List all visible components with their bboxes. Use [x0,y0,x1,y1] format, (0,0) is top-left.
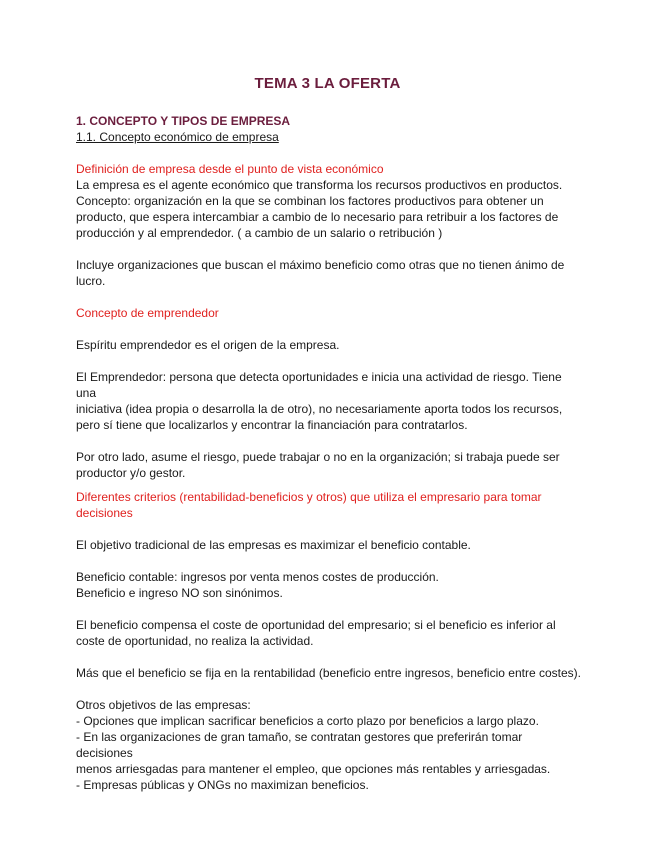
list-item: - Empresas públicas y ONGs no maximizan beneficios. [76,778,369,792]
paragraph-line: Incluye organizaciones que buscan el máximo beneficio como otras que no tienen ánimo de [76,258,565,272]
entrepreneur-heading: Concepto de emprendedor [76,306,219,320]
paragraph-line: Beneficio contable: ingresos por venta menos costes de producción. [76,570,439,584]
paragraph-line: La empresa es el agente económico que transforma los recursos productivos en productos. [76,178,563,192]
page-title: TEMA 3 LA OFERTA [254,75,401,92]
paragraph-line: Más que el beneficio se fija en la rentabilidad (beneficio entre ingresos, beneficio entre costes). [76,666,581,680]
paragraph-line: coste de oportunidad, no realiza la actividad. [76,634,314,648]
paragraph-line: Concepto: organización en la que se combinan los factores productivos para obtener un [76,194,544,208]
paragraph-line: producto, que espera intercambiar a cambio de lo necesario para retribuir a los factores de [76,210,559,224]
list-item-continuation: menos arriesgadas para mantener el empleo, que opciones más rentables y arriesgadas. [76,762,551,776]
section-heading: 1. CONCEPTO Y TIPOS DE EMPRESA [76,114,291,128]
paragraph-line: Beneficio e ingreso NO son sinónimos. [76,586,283,600]
paragraph-line: pero sí tiene que localizarlos y encontrar la financiación para contratarlos. [76,418,468,432]
paragraph-line: Por otro lado, asume el riesgo, puede trabajar o no en la organización; si trabaja puede ser [76,450,560,464]
paragraph-line: producción y al emprendedor. ( a cambio de un salario o retribución ) [76,226,443,240]
paragraph-line: El Emprendedor: persona que detecta oportunidades e inicia una actividad de riesgo. Tiene una [76,370,562,400]
criteria-heading-line: Diferentes criterios (rentabilidad-beneficios y otros) que utiliza el empresario para tomar [76,490,542,504]
definition-heading: Definición de empresa desde el punto de vista económico [76,162,384,176]
document-body [76,113,581,793]
list-item: - Opciones que implican sacrificar beneficios a corto plazo por beneficios a largo plazo. [76,714,539,728]
paragraph-line: iniciativa (idea propia o desarrolla la de otro), no necesariamente aporta todos los recursos, [76,402,563,416]
list-item: - En las organizaciones de gran tamaño, se contratan gestores que preferirán tomar decisiones [76,730,523,760]
list-heading: Otros objetivos de las empresas: [76,698,251,712]
subsection-heading: 1.1. Concepto económico de empresa [76,130,279,144]
paragraph-line: Espíritu emprendedor es el origen de la empresa. [76,338,340,352]
criteria-heading-line: decisiones [76,506,133,520]
paragraph-line: lucro. [76,274,106,288]
paragraph-line: El beneficio compensa el coste de oportunidad del empresario; si el beneficio es inferior al [76,618,556,632]
paragraph-line: productor y/o gestor. [76,466,186,480]
paragraph-line: El objetivo tradicional de las empresas es maximizar el beneficio contable. [76,538,471,552]
